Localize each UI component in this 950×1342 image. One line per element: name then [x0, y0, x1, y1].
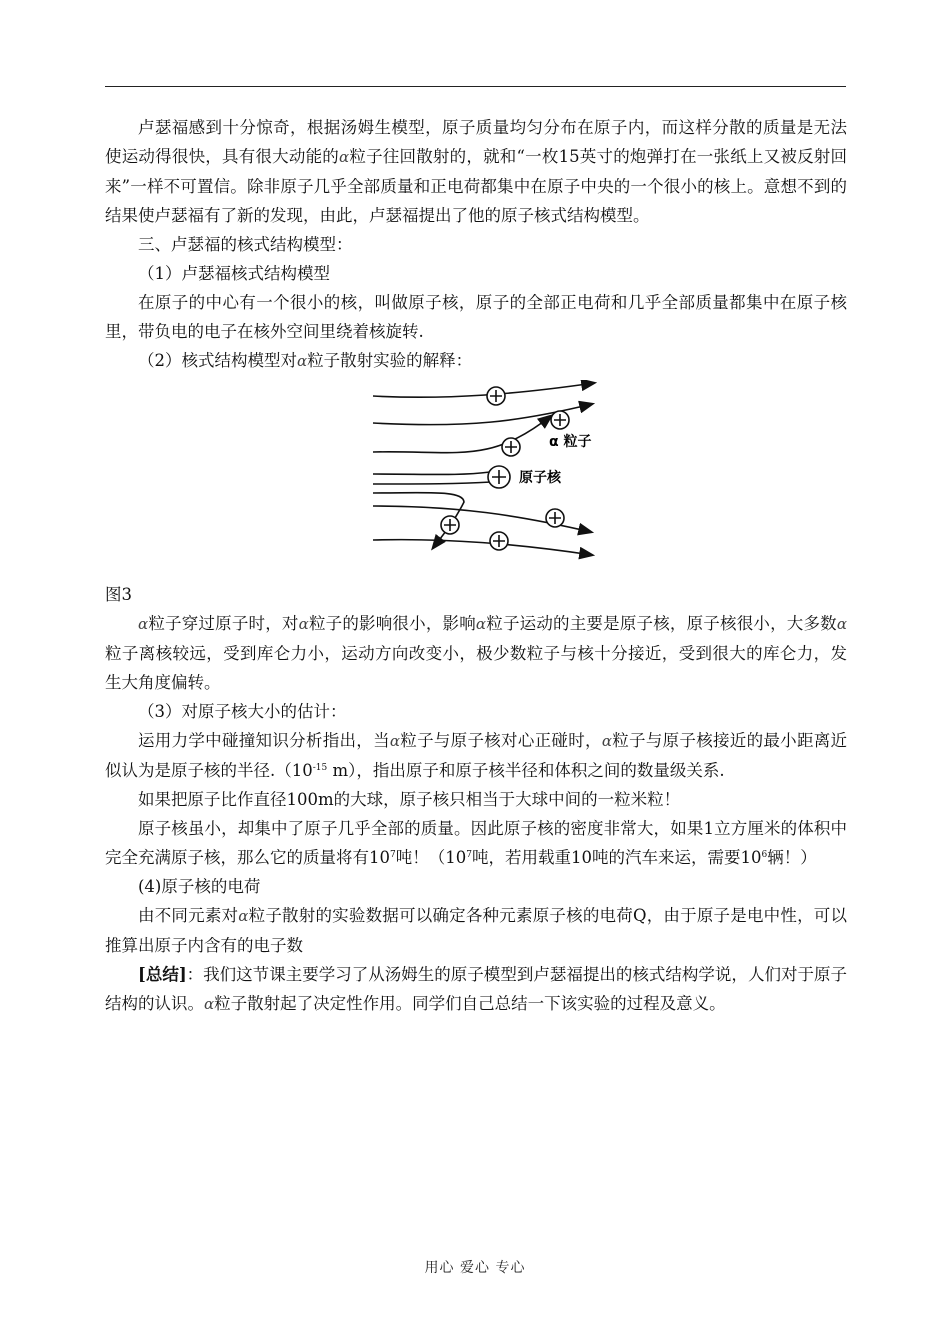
paragraph-analogy: 如果把原子比作直径100m的大球，原子核只相当于大球中间的一粒米粒！ — [138, 790, 681, 809]
nucleus-label: 原子核 — [519, 470, 561, 486]
alpha-symbol: α — [138, 615, 149, 633]
alpha-symbol: α — [389, 732, 401, 750]
paragraph-size-estimate: 运用力学中碰撞知识分析指出，当α粒子与原子核对心正碰时，α粒子与原子核接近的最小距离近似认为是原子核的半径$.(10^{-15}$ m），指出原子和原子核半径和体积之间的数量级关系. — [105, 731, 848, 780]
paragraph-model: 在原子的中心有一个很小的核，叫做原子核，原子的全部正电荷和几乎全部质量都集中在原子核里，带负电的电子在核外空间里绕着核旋转. — [105, 293, 847, 341]
trajectory-line — [373, 472, 490, 475]
document-body — [105, 113, 847, 1019]
alpha-symbol: α — [204, 995, 215, 1013]
scattering-diagram — [368, 380, 608, 570]
paragraph-rutherford-surprise: 卢瑟福感到十分惊奇，根据汤姆生模型，原子质量均匀分布在原子内，而这样分散的质量是无法使运动得很快，具有很大动能的α粒子往回散射的，就和“一枚15英寸的炮弹打在一张纸上又被反射回来”一样不可置信。除非原子几乎全部质量和正电荷都集中在原子中央的一个很小的核上。意想不到的结果使卢瑟福有了新的发现，由此，卢瑟福提出了他的原子核式结构模型。 — [105, 118, 847, 225]
paragraph-explanation: α粒子穿过原子时，对α粒子的影响很小，影响α粒子运动的主要是原子核，原子核很小，大多数α粒子离核较远，受到库仑力小，运动方向改变小，极少数粒子与核十分接近，受到很大的库仑力，发生大角度偏转。 — [105, 614, 848, 692]
paragraph-density: 原子核虽小，却集中了原子几乎全部的质量。因此原子核的密度非常大，如果1立方厘米的体积中完全充满原子核，那么它的质量将有$10^7$吨！（$10^7$吨，若用载重10吨的汽车来运，需要$10^6$辆！） — [105, 819, 847, 867]
alpha-particle-label: α 粒子 — [549, 434, 592, 450]
alpha-symbol: α — [339, 148, 350, 166]
alpha-symbol: α — [297, 352, 308, 370]
header-rule — [105, 86, 846, 87]
scattering-figure — [105, 380, 847, 580]
alpha-symbol: α — [601, 732, 612, 750]
paragraph-summary: [总结]：我们这节课主要学习了从汤姆生的原子模型到卢瑟福提出的核式结构学说，人们对于原子结构的认识。α粒子散射起了决定性作用。同学们自己总结一下该实验的过程及意义。 — [105, 965, 847, 1013]
alpha-symbol: α — [298, 615, 309, 633]
subsection-4: (4)原子核的电荷 — [138, 877, 261, 896]
alpha-symbol: α — [475, 615, 487, 633]
trajectory-line — [373, 482, 491, 484]
subsection-3: （3）对原子核大小的估计： — [138, 702, 347, 721]
trajectory-line — [373, 383, 594, 397]
subsection-2: （2）核式结构模型对α粒子散射实验的解释： — [138, 351, 473, 370]
trajectory-line — [373, 540, 592, 555]
subsection-1: （1）卢瑟福核式结构模型 — [138, 264, 330, 283]
alpha-symbol: α — [836, 615, 848, 633]
trajectory-line — [373, 416, 551, 453]
section-heading-3: 三、卢瑟福的核式结构模型： — [138, 235, 353, 254]
alpha-symbol: α — [238, 907, 249, 925]
page-footer: 用心 爱心 专心 — [424, 1260, 526, 1276]
figure-caption: 图3 — [105, 585, 132, 604]
summary-label: [总结] — [138, 965, 187, 984]
paragraph-charge: 由不同元素对α粒子散射的实验数据可以确定各种元素原子核的电荷Q，由于原子是电中性，可以推算出原子内含有的电子数 — [105, 906, 848, 955]
